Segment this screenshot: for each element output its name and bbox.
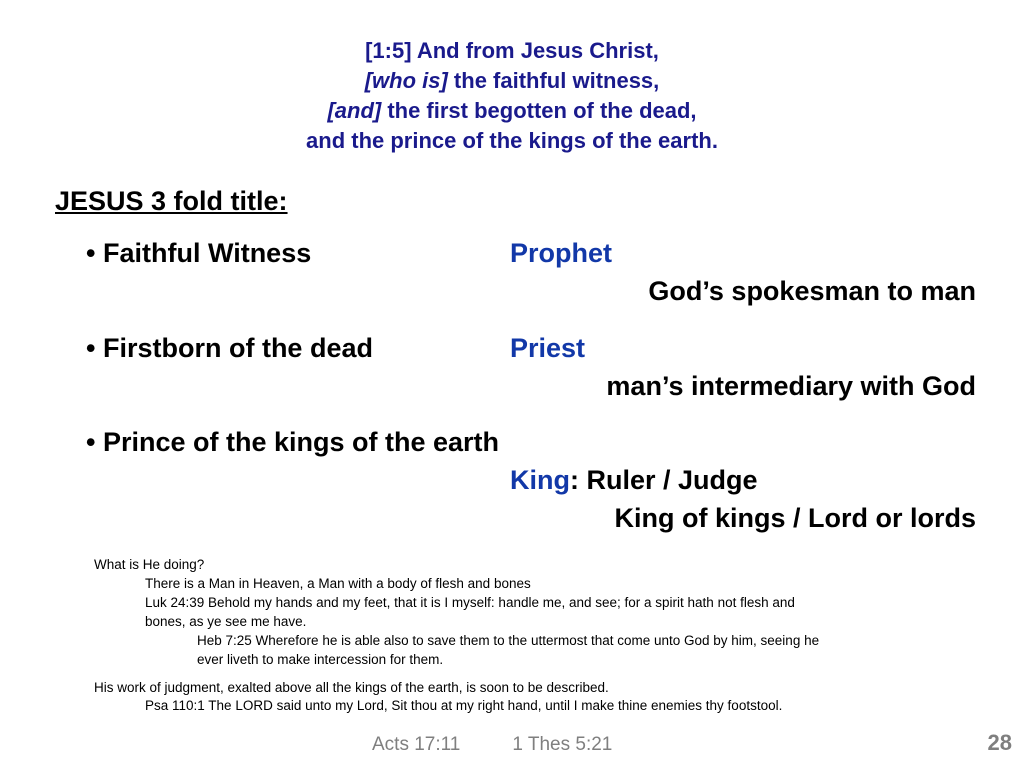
verse-line-4: and the prince of the kings of the earth.: [306, 128, 718, 153]
bullet-firstborn: [86, 333, 373, 364]
notes-line-1: There is a Man in Heaven, a Man with a body of flesh and bones: [145, 576, 531, 591]
verse-line-3-text: the first begotten of the dead,: [381, 98, 697, 123]
title-priest: Priest: [510, 333, 586, 363]
bullet-label: Firstborn of the dead: [102, 333, 373, 363]
footer-ref-thes: 1 Thes 5:21: [512, 734, 613, 755]
verse-italic-and: [and]: [327, 98, 382, 123]
notes-line-5: ever liveth to make intercession for them.: [197, 652, 444, 667]
bullet-faithful-witness: [86, 238, 311, 269]
page-number: 28: [987, 730, 1012, 755]
verse-text: [0, 36, 1024, 156]
bullet-label: Faithful Witness: [102, 238, 312, 268]
footer-ref-acts: Acts 17:11: [372, 734, 461, 755]
bullet-label: Prince of the kings of the earth: [102, 427, 500, 457]
title-king: King: [510, 465, 570, 495]
notes-question: What is He doing?: [94, 557, 205, 572]
footer-references: [372, 734, 612, 756]
title-king-suffix: : Ruler / Judge: [570, 465, 758, 495]
desc-priest: man’s intermediary with God: [606, 371, 976, 401]
title-king-line: [510, 465, 758, 496]
verse-line-3: [0, 96, 1024, 126]
verse-line-1: [1:5] And from Jesus Christ,: [365, 38, 659, 63]
bullet-marker: •: [86, 333, 96, 363]
notes-line-6: His work of judgment, exalted above all the kings of the earth, is soon to be described.: [94, 680, 609, 695]
title-prophet: Prophet: [510, 238, 613, 268]
notes-line-2: Luk 24:39 Behold my hands and my feet, that it is I myself: handle me, and see; for a spirit hath not flesh and: [145, 595, 795, 610]
bullet-marker: •: [86, 238, 96, 268]
bullet-marker: •: [86, 427, 96, 457]
notes-line-7: Psa 110:1 The LORD said unto my Lord, Sit thou at my right hand, until I make thine enemies thy footstool.: [145, 698, 783, 713]
verse-italic-who-is: [who is]: [364, 68, 448, 93]
verse-line-2-text: the faithful witness,: [447, 68, 660, 93]
verse-line-2: [0, 66, 1024, 96]
bullet-prince: [86, 427, 499, 458]
desc-king: King of kings / Lord or lords: [614, 503, 976, 533]
notes-line-4: Heb 7:25 Wherefore he is able also to save them to the uttermost that come unto God by him, seeing he: [197, 633, 820, 648]
section-heading: JESUS 3 fold title:: [55, 186, 288, 216]
notes-line-3: bones, as ye see me have.: [145, 614, 307, 629]
desc-prophet: God’s spokesman to man: [648, 276, 976, 306]
